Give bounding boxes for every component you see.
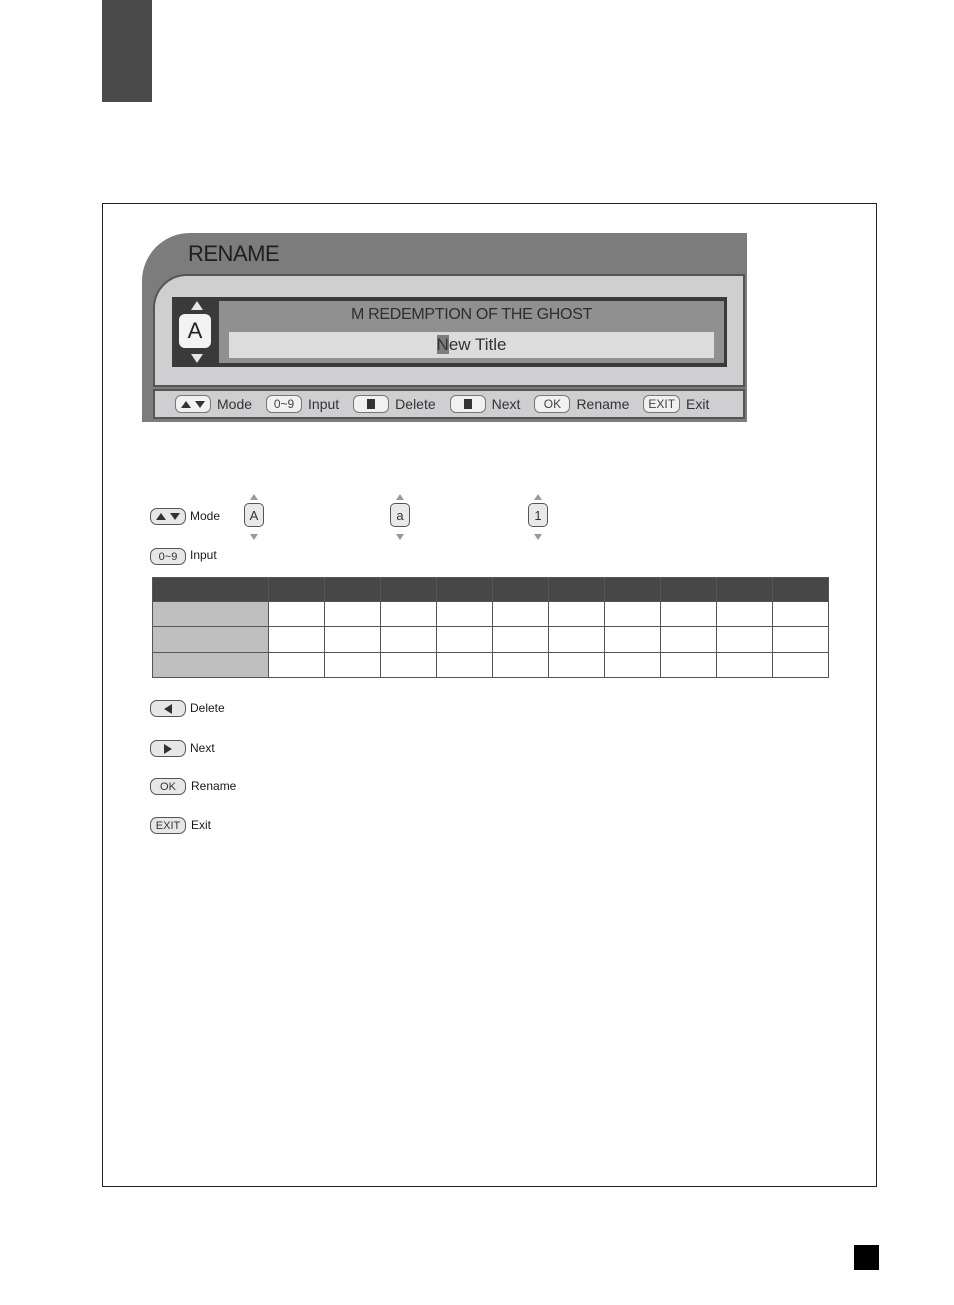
table-header-cell [549,578,605,602]
osd-key-bar [153,389,745,419]
table-cell [773,652,829,677]
page-corner-marker [854,1245,879,1270]
mode-key[interactable] [150,508,186,525]
mode-label: Mode [190,509,221,523]
table-cell [773,627,829,652]
table-cell [549,602,605,627]
mode-up-arrow-icon [191,301,203,310]
table-cell [381,602,437,627]
table-cell [605,652,661,677]
input-key[interactable]: 0~9 [150,548,186,565]
old-title: M REDEMPTION OF THE GHOST [350,306,593,323]
mode-sample-letter: 1 [528,503,548,527]
right-arrow-icon [464,399,472,409]
left-arrow-icon [367,399,375,409]
table-cell [661,627,717,652]
up-arrow-icon [250,494,258,500]
mode-letter: A [179,314,211,348]
table-header-row [153,578,829,602]
down-arrow-icon [534,534,542,540]
up-arrow-icon [156,513,166,520]
table-cell [381,627,437,652]
table-header-cell [381,578,437,602]
down-arrow-icon [195,401,205,408]
down-arrow-icon [396,534,404,540]
mode-sample-lowercase [390,494,412,540]
mode-sample-number [528,494,550,540]
next-key[interactable] [150,740,186,757]
osd-delete-key[interactable] [353,395,389,413]
osd-ok-key[interactable]: OK [534,395,570,413]
mode-sample-letter: A [244,503,264,527]
text-cursor: N [436,335,449,354]
table-cell [269,602,325,627]
table-cell [661,602,717,627]
input-label: Input [190,548,217,562]
table-cell [661,652,717,677]
table-cell [325,602,381,627]
table-cell [773,602,829,627]
osd-input-key[interactable]: 0~9 [266,395,302,413]
table-cell [269,627,325,652]
table-row-header [153,602,269,627]
delete-key[interactable] [150,700,186,717]
table-header-cell [269,578,325,602]
table-cell [325,627,381,652]
table-cell [381,652,437,677]
table-cell [605,602,661,627]
table-header-cell [493,578,549,602]
exit-label: Exit [191,818,212,832]
left-arrow-icon [164,704,172,714]
table-header-cell [325,578,381,602]
table-row-header [153,627,269,652]
table-header-cell [153,578,269,602]
osd-exit-key[interactable]: EXIT [643,395,680,413]
exit-key[interactable]: EXIT [150,817,186,834]
new-title-text: ew Title [448,335,507,354]
down-arrow-icon [170,513,180,520]
chapter-tab-block [102,0,152,102]
table-cell [549,652,605,677]
table-cell [325,652,381,677]
osd-exit-label: Exit [686,396,710,412]
table-cell [437,602,493,627]
table-cell [605,627,661,652]
ok-key[interactable]: OK [150,778,186,795]
table-header-cell [437,578,493,602]
delete-label: Delete [190,701,225,715]
mode-down-arrow-icon [191,354,203,363]
next-label: Next [190,741,215,755]
mode-sample-uppercase [244,494,266,540]
table-header-cell [661,578,717,602]
mode-indicator[interactable] [176,297,220,367]
osd-title: RENAME [188,241,280,266]
table-row [153,602,829,627]
right-arrow-icon [164,744,172,754]
new-title-input[interactable] [229,332,714,358]
osd-input-label: Input [308,396,340,412]
down-arrow-icon [250,534,258,540]
table-header-cell [773,578,829,602]
osd-next-key[interactable] [450,395,486,413]
table-cell [549,627,605,652]
up-arrow-icon [396,494,404,500]
table-cell [493,652,549,677]
up-arrow-icon [534,494,542,500]
rename-label: Rename [191,779,237,793]
rename-osd-screen [142,233,747,422]
table-cell [269,652,325,677]
table-cell [493,602,549,627]
osd-updown-key[interactable] [175,395,211,413]
table-header-cell [605,578,661,602]
character-input-table [152,577,829,678]
table-header-cell [717,578,773,602]
title-panel [219,301,724,363]
up-arrow-icon [181,401,191,408]
table-row [153,627,829,652]
osd-next-label: Next [491,396,521,412]
table-cell [493,627,549,652]
osd-rename-label: Rename [576,396,630,412]
table-row [153,652,829,677]
table-cell [437,652,493,677]
mode-sample-letter: a [390,503,410,527]
table-cell [717,627,773,652]
table-cell [717,602,773,627]
osd-mode-label: Mode [217,396,253,412]
table-row-header [153,652,269,677]
table-cell [717,652,773,677]
osd-delete-label: Delete [395,396,436,412]
table-cell [437,627,493,652]
